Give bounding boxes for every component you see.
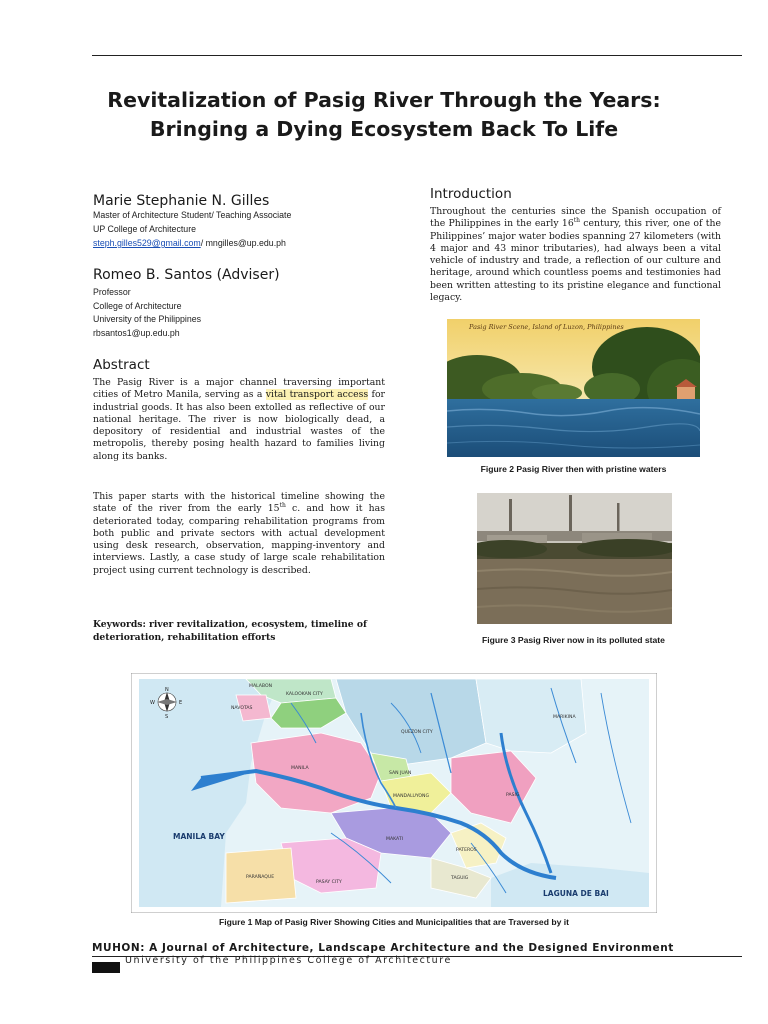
map-label-taguig: TAGUIG: [451, 876, 469, 881]
keywords: Keywords: river revitalization, ecosystem, timeline of deterioration, rehabilitation efforts: [93, 619, 367, 643]
introduction-paragraph: Throughout the centuries since the Spanish occupation of the Philippines in the early 16th century, this river, one of the Philippines’ major water bodies spanning 27 kilometers (with 4 major and 43 minor tributaries), had always been a vital vehicle of industry and trade, a reflection of our culture and heritage, around which countless poems and testimonies had been written attesting to its pristine elegance and functional legacy.: [430, 206, 721, 304]
map-label-pateros: PATEROS: [456, 848, 477, 853]
author-2-affiliation-3: University of the Philippines: [93, 314, 202, 324]
map-label-quezon: QUEZON CITY: [401, 730, 433, 735]
abstract-paragraph-1: The Pasig River is a major channel traversing important cities of Metro Manila, serving as a vital transport access for industrial goods. It has also been extolled as reflective of our national heritage. The river is now biologically dead, a depository of residential and industrial wastes of the metropolis, thereby posing health hazard to families living along its banks.: [93, 377, 385, 462]
author-1-name: Marie Stephanie N. Gilles: [93, 193, 270, 209]
svg-text:E: E: [179, 700, 183, 706]
figure-2-inset-caption: Pasig River Scene, Island of Luzon, Philippines: [469, 323, 624, 331]
map-label-pasay: PASAY CITY: [316, 880, 342, 885]
author-1-email-alt: mngilles@up.edu.ph: [205, 238, 286, 248]
author-1-emails: [93, 237, 286, 250]
map-label-san-juan: SAN JUAN: [389, 771, 412, 776]
map-label-kalookan: KALOOKAN CITY: [286, 692, 323, 697]
figure-2-caption: Figure 2 Pasig River then with pristine waters: [480, 464, 667, 474]
map-label-pasig: PASIG: [506, 793, 520, 798]
highlighted-phrase: vital transport access: [265, 389, 369, 401]
footer-block: [92, 962, 120, 973]
figure-1-caption: Figure 1 Map of Pasig River Showing Cities and Municipalities that are Traversed by it: [218, 917, 570, 927]
map-label-marikina: MARIKINA: [553, 715, 576, 720]
svg-text:W: W: [150, 700, 155, 706]
pasig-river-map: [131, 673, 657, 913]
map-label-manila: MANILA: [291, 766, 309, 771]
figure-3-illustration: [477, 493, 672, 624]
map-label-paranaque: PARAÑAQUE: [246, 875, 275, 880]
introduction-heading: Introduction: [430, 186, 512, 202]
svg-text:N: N: [165, 687, 169, 693]
author-1-email-link[interactable]: steph.gilles529@gmail.com: [93, 238, 201, 248]
map-label-makati: MAKATI: [386, 837, 403, 842]
email-separator: /: [200, 238, 206, 248]
figure-3-caption: Figure 3 Pasig River now in its polluted state: [482, 635, 665, 645]
map-label-malabon: MALABON: [249, 684, 273, 689]
map-label-mandaluyong: MANDALUYONG: [393, 794, 430, 799]
author-2-affiliation-2: College of Architecture: [93, 301, 182, 311]
abstract-heading: Abstract: [93, 357, 150, 373]
figure-3-photo: [477, 493, 672, 624]
title-line-1: Revitalization of Pasig River Through the Years:: [107, 88, 661, 112]
paper-title: [70, 86, 698, 144]
map-label-manila-bay: MANILA BAY: [173, 832, 225, 841]
university-name: University of the Philippines College of Architecture: [125, 955, 452, 966]
figure-1-map: [131, 673, 657, 913]
journal-name: MUHON: A Journal of Architecture, Landscape Architecture and the Designed Environment: [92, 942, 674, 954]
title-line-2: Bringing a Dying Ecosystem Back To Life: [149, 117, 619, 141]
map-label-laguna: LAGUNA DE BAI: [543, 889, 609, 898]
author-1-affiliation-1: Master of Architecture Student/ Teaching Associate: [93, 210, 292, 220]
figure-2-illustration: [447, 319, 700, 457]
author-1-affiliation-2: UP College of Architecture: [93, 224, 197, 234]
figure-2-photo: [447, 319, 700, 457]
svg-text:S: S: [165, 714, 169, 720]
map-label-navotas: NAVOTAS: [231, 706, 253, 711]
author-2-name: Romeo B. Santos (Adviser): [93, 267, 280, 283]
author-2-email: rbsantos1@up.edu.ph: [93, 328, 180, 338]
author-2-affiliation-1: Professor: [93, 287, 131, 297]
abstract-paragraph-2: This paper starts with the historical timeline showing the state of the river from the early 15th c. and how it has deteriorated today, comparing rehabilitation programs from both public and private sectors with actual development using desk research, observation, mapping-inventory and interviews. Lastly, a case study of large scale rehabilitation project using current technology is described.: [93, 491, 385, 576]
top-rule: [92, 55, 742, 56]
